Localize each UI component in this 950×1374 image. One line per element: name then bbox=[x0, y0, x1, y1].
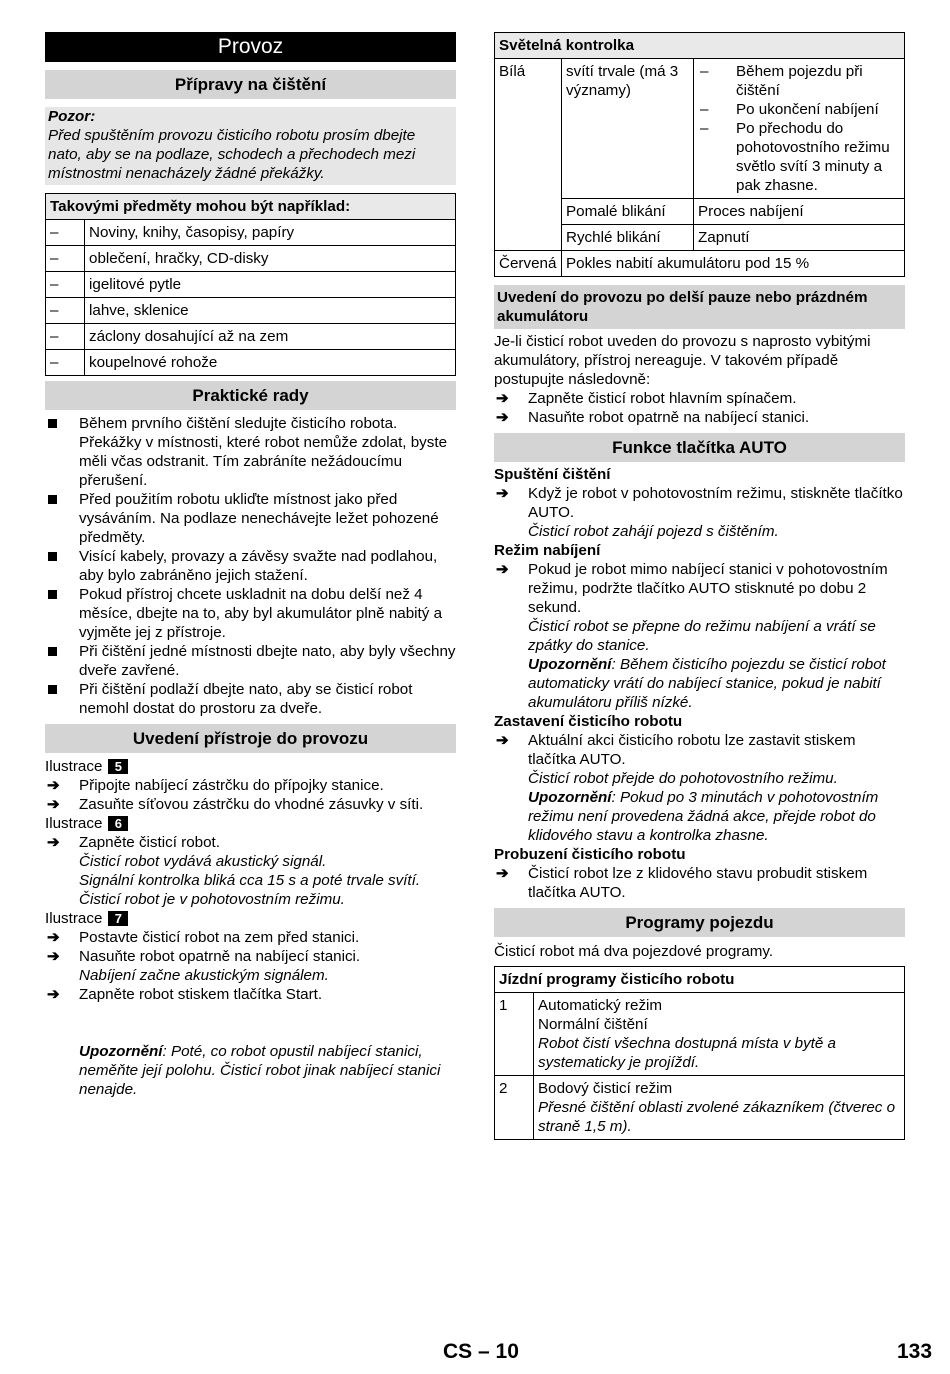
note-text: Upozornění: Pokud po 3 minutách v pohotovostním režimu není provedena žádná akce, přejde robot do klidového stavu a kontrolka zhasne. bbox=[528, 789, 879, 844]
illustration-5-label: Ilustrace 5 bbox=[45, 757, 456, 776]
tips-list bbox=[45, 414, 456, 718]
table-row: Bílá svítí trvale (má 3 významy) – Během pojezdu při čištění – Po ukončení nabíjení – Po přechodu do pohotovostního režimu světlo svítí 3 minuty a pak zhasne. bbox=[495, 59, 905, 199]
page-number: 133 bbox=[897, 1340, 933, 1363]
arrow-right-icon: ➔ bbox=[47, 948, 60, 965]
arrow-right-icon: ➔ bbox=[496, 561, 509, 578]
step: ➔ Zapněte čisticí robot. bbox=[47, 834, 220, 851]
charge-subheading: Režim nabíjení bbox=[494, 542, 601, 559]
list-item: – Po přechodu do pohotovostního režimu světlo svítí 3 minuty a pak zhasne. bbox=[700, 120, 890, 194]
table-row: – oblečení, hračky, CD-disky bbox=[46, 246, 456, 272]
caution-label: Pozor: bbox=[48, 108, 96, 125]
start-subheading: Spuštění čištění bbox=[494, 466, 611, 483]
result-text: Čisticí robot přejde do pohotovostního režimu. bbox=[528, 770, 838, 787]
arrow-right-icon: ➔ bbox=[47, 796, 60, 813]
step: ➔ Zapněte čisticí robot hlavním spínačem. bbox=[496, 390, 797, 407]
step: ➔ Aktuální akci čisticího robotu lze zastavit stiskem tlačítka AUTO. bbox=[496, 732, 856, 768]
table-row: Pomalé blikání Proces nabíjení bbox=[495, 199, 905, 225]
right-column bbox=[494, 32, 905, 1140]
list-item: Visící kabely, provazy a závěsy svažte nad podlahou, aby bylo zabráněno jejich stažení. bbox=[45, 547, 456, 585]
step: ➔ Zasuňte síťovou zástrčku do vhodné zásuvky v síti. bbox=[47, 796, 424, 813]
arrow-right-icon: ➔ bbox=[47, 834, 60, 851]
arrow-right-icon: ➔ bbox=[496, 485, 509, 502]
lamp-table-header: Světelná kontrolka bbox=[495, 33, 905, 59]
stop-subheading: Zastavení čisticího robotu bbox=[494, 713, 683, 730]
table-row: – Noviny, knihy, časopisy, papíry bbox=[46, 220, 456, 246]
note-text: Upozornění: Poté, co robot opustil nabíjecí stanici, neměňte její polohu. Čisticí robot jinak nabíjecí stanici nenajde. bbox=[79, 1043, 441, 1098]
list-item: Při čištění jedné místnosti dbejte nato, aby byly všechny dveře zavřené. bbox=[45, 642, 456, 680]
bullet-square-icon bbox=[48, 495, 57, 504]
note-label: Upozornění bbox=[528, 789, 612, 806]
list-item: Pokud přístroj chcete uskladnit na dobu delší než 4 měsíce, dbejte na to, aby byl akumulátor plně nabitý a vyjměte jej z přístroje. bbox=[45, 585, 456, 642]
result-text: Čisticí robot se přepne do režimu nabíjení a vrátí se zpátky do stanice. bbox=[528, 618, 876, 654]
items-table-header: Takovými předměty mohou být například: bbox=[46, 194, 456, 220]
bullet-square-icon bbox=[48, 419, 57, 428]
table-row: 1 Automatický režim Normální čištění Robot čistí všechna dostupná místa v bytě a systematicky je projíždí. bbox=[495, 993, 905, 1076]
lamp-table bbox=[494, 32, 905, 277]
caution-text: Před spuštěním provozu čisticího robotu prosím dbejte nato, aby se na podlaze, schodech a přechodech mezi místnostmi nenacházely žádné překážky. bbox=[48, 127, 416, 182]
auto-heading: Funkce tlačítka AUTO bbox=[494, 433, 905, 462]
illustration-7-label: Ilustrace 7 bbox=[45, 909, 456, 928]
list-item: Před použitím robotu ukliďte místnost jako před vysáváním. Na podlaze nenechávejte ležet pohozené předměty. bbox=[45, 490, 456, 547]
result-text: Čisticí robot zahájí pojezd s čištěním. bbox=[528, 523, 779, 540]
table-row: – lahve, sklenice bbox=[46, 298, 456, 324]
step: ➔ Čisticí robot lze z klidového stavu probudit stiskem tlačítka AUTO. bbox=[496, 865, 868, 901]
step: ➔ Postavte čisticí robot na zem před stanici. bbox=[47, 929, 360, 946]
table-row: Červená Pokles nabití akumulátoru pod 15 % bbox=[495, 251, 905, 277]
arrow-right-icon: ➔ bbox=[47, 777, 60, 794]
table-row: 2 Bodový čisticí režim Přesné čištění oblasti zvolené zákazníkem (čtverec o straně 1,5 m). bbox=[495, 1076, 905, 1140]
note-label: Upozornění bbox=[528, 656, 612, 673]
result-text: Nabíjení začne akustickým signálem. bbox=[79, 967, 329, 984]
prep-heading: Přípravy na čištění bbox=[45, 70, 456, 99]
result-text: Čisticí robot je v pohotovostním režimu. bbox=[79, 891, 345, 908]
step: ➔ Nasuňte robot opatrně na nabíjecí stanici. bbox=[496, 409, 810, 426]
note-text: Upozornění: Během čisticího pojezdu se čisticí robot automaticky vrátí do nabíjecí stanice, pokud je nabití akumulátoru příliš nízké. bbox=[528, 656, 886, 711]
step: ➔ Nasuňte robot opatrně na nabíjecí stanici. bbox=[47, 948, 361, 965]
list-item: Během prvního čištění sledujte čisticího robota. Překážky v místnosti, které robot nemůže zdolat, byste měli včas odstranit. Tím zabráníte nežádoucímu přerušení. bbox=[45, 414, 456, 490]
illustration-badge: 6 bbox=[108, 816, 128, 831]
list-item: – Po ukončení nabíjení bbox=[700, 101, 879, 118]
step: ➔ Zapněte robot stiskem tlačítka Start. bbox=[47, 986, 323, 1003]
illustration-badge: 7 bbox=[108, 911, 128, 926]
result-text: Signální kontrolka bliká cca 15 s a poté trvale svítí. bbox=[79, 872, 421, 889]
section-title: Provoz bbox=[45, 32, 456, 62]
table-row: – koupelnové rohože bbox=[46, 350, 456, 376]
programs-table bbox=[494, 966, 905, 1140]
arrow-right-icon: ➔ bbox=[496, 732, 509, 749]
arrow-right-icon: ➔ bbox=[496, 865, 509, 882]
startup-heading: Uvedení přístroje do provozu bbox=[45, 724, 456, 753]
arrow-right-icon: ➔ bbox=[47, 986, 60, 1003]
items-table bbox=[45, 193, 456, 376]
table-row: – záclony dosahující až na zem bbox=[46, 324, 456, 350]
programs-text: Čisticí robot má dva pojezdové programy. bbox=[494, 943, 774, 960]
step: ➔ Když je robot v pohotovostním režimu, stiskněte tlačítko AUTO. bbox=[496, 485, 903, 521]
caution-box bbox=[45, 107, 456, 185]
illustration-6-label: Ilustrace 6 bbox=[45, 814, 456, 833]
arrow-right-icon: ➔ bbox=[496, 390, 509, 407]
arrow-right-icon: ➔ bbox=[47, 929, 60, 946]
bullet-square-icon bbox=[48, 647, 57, 656]
step: ➔ Pokud je robot mimo nabíjecí stanici v pohotovostním režimu, podržte tlačítko AUTO stisknuté po dobu 2 sekund. bbox=[496, 561, 888, 616]
wake-subheading: Probuzení čisticího robotu bbox=[494, 846, 686, 863]
programs-table-header: Jízdní programy čisticího robotu bbox=[495, 967, 905, 993]
pause-text: Je-li čisticí robot uveden do provozu s naprosto vybitými akumulátory, přístroj nereaguje. V takovém případě postupujte následovně: bbox=[494, 333, 871, 388]
left-column bbox=[45, 32, 456, 1099]
bullet-square-icon bbox=[48, 685, 57, 694]
illustration-badge: 5 bbox=[108, 759, 128, 774]
result-text: Čisticí robot vydává akustický signál. bbox=[79, 853, 327, 870]
pause-heading: Uvedení do provozu po delší pauze nebo prázdném akumulátoru bbox=[494, 285, 905, 329]
bullet-square-icon bbox=[48, 552, 57, 561]
list-item: – Během pojezdu při čištění bbox=[700, 63, 863, 99]
arrow-right-icon: ➔ bbox=[496, 409, 509, 426]
table-row: – igelitové pytle bbox=[46, 272, 456, 298]
note-label: Upozornění bbox=[79, 1043, 163, 1060]
table-row: Rychlé blikání Zapnutí bbox=[495, 225, 905, 251]
step: ➔ Připojte nabíjecí zástrčku do přípojky stanice. bbox=[47, 777, 384, 794]
bullet-square-icon bbox=[48, 590, 57, 599]
programs-heading: Programy pojezdu bbox=[494, 908, 905, 937]
list-item: Při čištění podlaží dbejte nato, aby se čisticí robot nemohl dostat do prostoru za dveře. bbox=[45, 680, 456, 718]
section-code: CS – 10 bbox=[443, 1340, 519, 1363]
tips-heading: Praktické rady bbox=[45, 381, 456, 410]
